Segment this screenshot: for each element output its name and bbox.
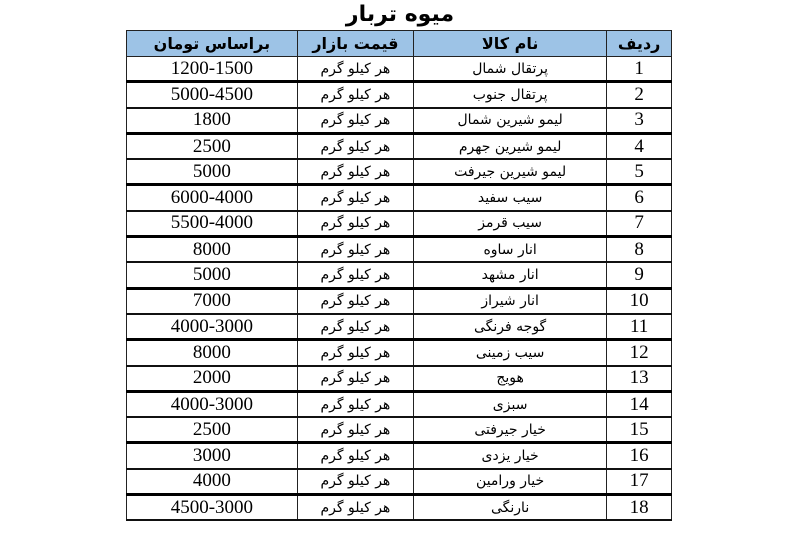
row-number-cell: 2 (607, 82, 672, 108)
table-body (127, 57, 672, 521)
market-unit-cell: هر کیلو گرم (297, 211, 413, 237)
table-row (127, 185, 672, 211)
table-row (127, 469, 672, 495)
row-number-cell: 15 (607, 417, 672, 443)
market-unit-cell: هر کیلو گرم (297, 237, 413, 263)
item-name-cell: لیمو شیرین جهرم (413, 133, 606, 159)
header-price-toman: براساس تومان (127, 31, 298, 57)
price-cell: 7000 (127, 288, 298, 314)
price-cell: 3000 (127, 443, 298, 469)
price-cell: 4000 (127, 469, 298, 495)
item-name-cell: انار شیراز (413, 288, 606, 314)
header-row-number: ردیف (607, 31, 672, 57)
table-row (127, 495, 672, 521)
item-name-cell: انار مشهد (413, 262, 606, 288)
row-number-cell: 13 (607, 366, 672, 392)
row-number-cell: 16 (607, 443, 672, 469)
table-title: میوه تربار (345, 2, 455, 27)
market-unit-cell: هر کیلو گرم (297, 314, 413, 340)
price-cell: 5000-4500 (127, 82, 298, 108)
item-name-cell: خیار جیرفتی (413, 417, 606, 443)
row-number-cell: 18 (607, 495, 672, 521)
market-unit-cell: هر کیلو گرم (297, 391, 413, 417)
row-number-cell: 10 (607, 288, 672, 314)
row-number-cell: 1 (607, 57, 672, 82)
market-unit-cell: هر کیلو گرم (297, 417, 413, 443)
item-name-cell: هویج (413, 366, 606, 392)
item-name-cell: سیب سفید (413, 185, 606, 211)
market-unit-cell: هر کیلو گرم (297, 262, 413, 288)
table-row (127, 314, 672, 340)
row-number-cell: 8 (607, 237, 672, 263)
price-cell: 4500-3000 (127, 495, 298, 521)
table-row (127, 288, 672, 314)
price-cell: 5000 (127, 262, 298, 288)
market-unit-cell: هر کیلو گرم (297, 495, 413, 521)
price-cell: 1800 (127, 108, 298, 134)
table-row (127, 262, 672, 288)
table-row (127, 108, 672, 134)
item-name-cell: سیب زمینی (413, 340, 606, 366)
row-number-cell: 9 (607, 262, 672, 288)
market-unit-cell: هر کیلو گرم (297, 366, 413, 392)
price-cell: 1200-1500 (127, 57, 298, 82)
row-number-cell: 11 (607, 314, 672, 340)
table-row (127, 237, 672, 263)
market-unit-cell: هر کیلو گرم (297, 133, 413, 159)
row-number-cell: 5 (607, 159, 672, 185)
item-name-cell: لیمو شیرین شمال (413, 108, 606, 134)
header-item-name: نام کالا (413, 31, 606, 57)
table-row (127, 211, 672, 237)
header-row (127, 31, 672, 57)
row-number-cell: 3 (607, 108, 672, 134)
item-name-cell: خیار ورامین (413, 469, 606, 495)
row-number-cell: 14 (607, 391, 672, 417)
price-cell: 5500-4000 (127, 211, 298, 237)
market-unit-cell: هر کیلو گرم (297, 159, 413, 185)
price-table (126, 30, 672, 521)
market-unit-cell: هر کیلو گرم (297, 185, 413, 211)
price-cell: 8000 (127, 237, 298, 263)
item-name-cell: سبزی (413, 391, 606, 417)
row-number-cell: 12 (607, 340, 672, 366)
item-name-cell: انار ساوه (413, 237, 606, 263)
item-name-cell: لیمو شیرین جیرفت (413, 159, 606, 185)
price-cell: 4000-3000 (127, 314, 298, 340)
price-cell: 2000 (127, 366, 298, 392)
table-row (127, 417, 672, 443)
row-number-cell: 17 (607, 469, 672, 495)
table-row (127, 443, 672, 469)
table-row (127, 57, 672, 82)
table-row (127, 133, 672, 159)
market-unit-cell: هر کیلو گرم (297, 443, 413, 469)
row-number-cell: 7 (607, 211, 672, 237)
item-name-cell: پرتقال جنوب (413, 82, 606, 108)
table-row (127, 366, 672, 392)
price-cell: 6000-4000 (127, 185, 298, 211)
header-market-price: قیمت بازار (297, 31, 413, 57)
table-row (127, 82, 672, 108)
row-number-cell: 6 (607, 185, 672, 211)
market-unit-cell: هر کیلو گرم (297, 108, 413, 134)
price-cell: 5000 (127, 159, 298, 185)
market-unit-cell: هر کیلو گرم (297, 57, 413, 82)
table-row (127, 159, 672, 185)
item-name-cell: نارنگی (413, 495, 606, 521)
price-cell: 4000-3000 (127, 391, 298, 417)
market-unit-cell: هر کیلو گرم (297, 469, 413, 495)
row-number-cell: 4 (607, 133, 672, 159)
table-row (127, 391, 672, 417)
table-row (127, 340, 672, 366)
item-name-cell: سیب قرمز (413, 211, 606, 237)
price-cell: 8000 (127, 340, 298, 366)
market-unit-cell: هر کیلو گرم (297, 288, 413, 314)
item-name-cell: گوجه فرنگی (413, 314, 606, 340)
market-unit-cell: هر کیلو گرم (297, 340, 413, 366)
price-cell: 2500 (127, 417, 298, 443)
item-name-cell: خیار یزدی (413, 443, 606, 469)
price-cell: 2500 (127, 133, 298, 159)
market-unit-cell: هر کیلو گرم (297, 82, 413, 108)
item-name-cell: پرتقال شمال (413, 57, 606, 82)
